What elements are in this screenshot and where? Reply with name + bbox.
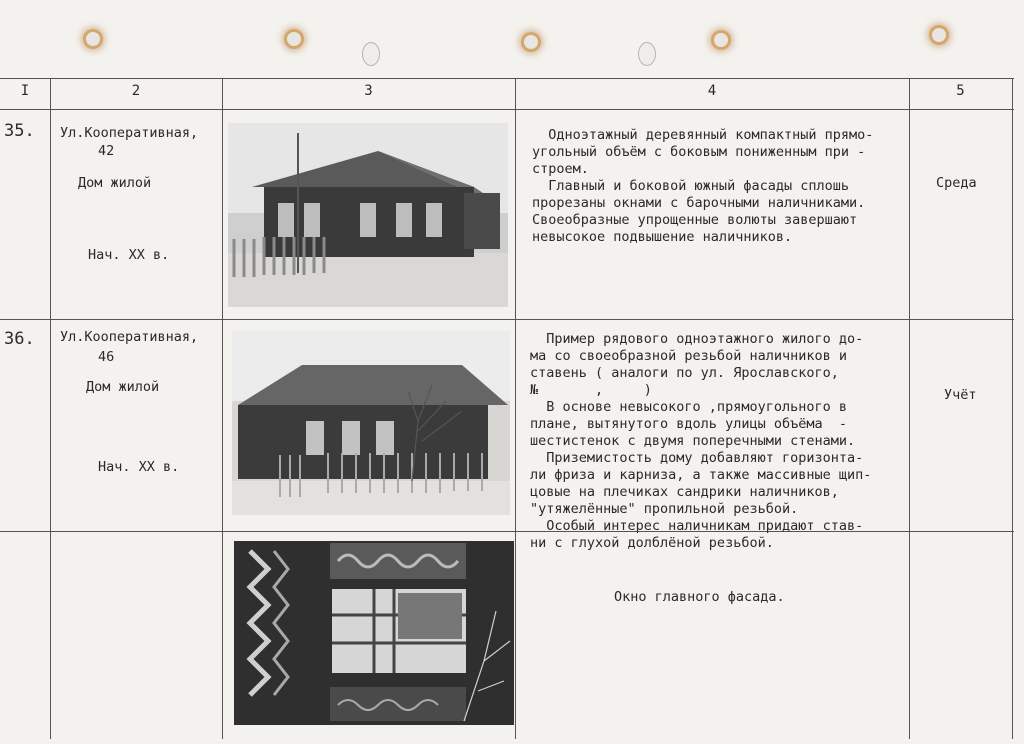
entry-street: Ул.Кооперативная, [60,329,199,345]
punch-hole [86,32,100,46]
description-line: Главный и боковой южный фасады сплошь [532,178,849,194]
description-line: ни с глухой долблёной резьбой. [530,535,774,551]
description-line: ставень ( аналоги по ул. Ярославского, [530,365,839,381]
column-divider [909,79,910,739]
description-line: ли фриза и карниза, а также массивные щип- [530,467,872,483]
description-line: Приземистость дому добавляют горизонта- [530,450,864,466]
house-photo [228,123,508,307]
entry-date: Нач. XX в. [98,459,180,475]
entry-house-number: 42 [98,143,115,159]
entry-status: Учёт [944,387,977,403]
punch-hole [524,35,538,49]
description-line: Пример рядового одноэтажного жилого до- [530,331,864,347]
entry-building-type: Дом жилой [86,379,160,395]
description-line: плане, вытянутого вдоль улицы объёма - [530,416,847,432]
column-header: 2 [131,83,141,99]
column-divider [222,79,223,739]
description-line: строем. [532,161,589,177]
column-header: 4 [707,83,717,99]
entry-number: 35. [4,121,35,141]
entry-date: Нач. XX в. [88,247,170,263]
entry-street: Ул.Кооперативная, [60,125,199,141]
description-line: цовые на плечиках сандрики наличников, [530,484,839,500]
entry-house-number: 46 [98,349,115,365]
description-line: угольный объём с боковым пониженным при - [532,144,866,160]
entry-description [532,127,873,246]
description-line: прорезаны окнами с барочными наличниками. [532,195,866,211]
punch-hole [932,28,946,42]
column-divider [515,79,516,739]
description-line: В основе невысокого ,прямоугольного в [530,399,847,415]
entry-building-type: Дом жилой [78,175,152,191]
entry-description [530,331,871,552]
description-line: невысокое подвышение наличников. [532,229,793,245]
punch-hole [638,42,656,66]
row-divider [0,319,1014,320]
column-header: 5 [956,83,965,99]
description-line: ма со своеобразной резьбой наличников и [530,348,847,364]
description-line: № , ) [530,382,652,398]
punch-hole [287,32,301,46]
description-line: "утяжелённые" пропильной резьбой. [530,501,799,517]
punch-hole [362,42,380,66]
column-divider [50,79,51,739]
register-table [0,78,1014,739]
punch-hole [714,33,728,47]
column-header: I [20,83,30,99]
column-header: 3 [364,83,373,99]
description-line: Одноэтажный деревянный компактный прямо- [532,127,874,143]
photo-caption: Окно главного фасада. [614,589,785,605]
description-line: Особый интерес наличникам придают став- [530,518,864,534]
window-detail-photo [234,541,514,725]
row-divider [0,109,1014,110]
entry-number: 36. [4,329,35,349]
description-line: шестистенок с двумя поперечными стенами. [530,433,856,449]
entry-status: Среда [936,175,977,191]
house-photo [232,331,510,515]
description-line: Своеобразные упрощенные волюты завершают [532,212,858,228]
column-divider [1012,79,1013,739]
